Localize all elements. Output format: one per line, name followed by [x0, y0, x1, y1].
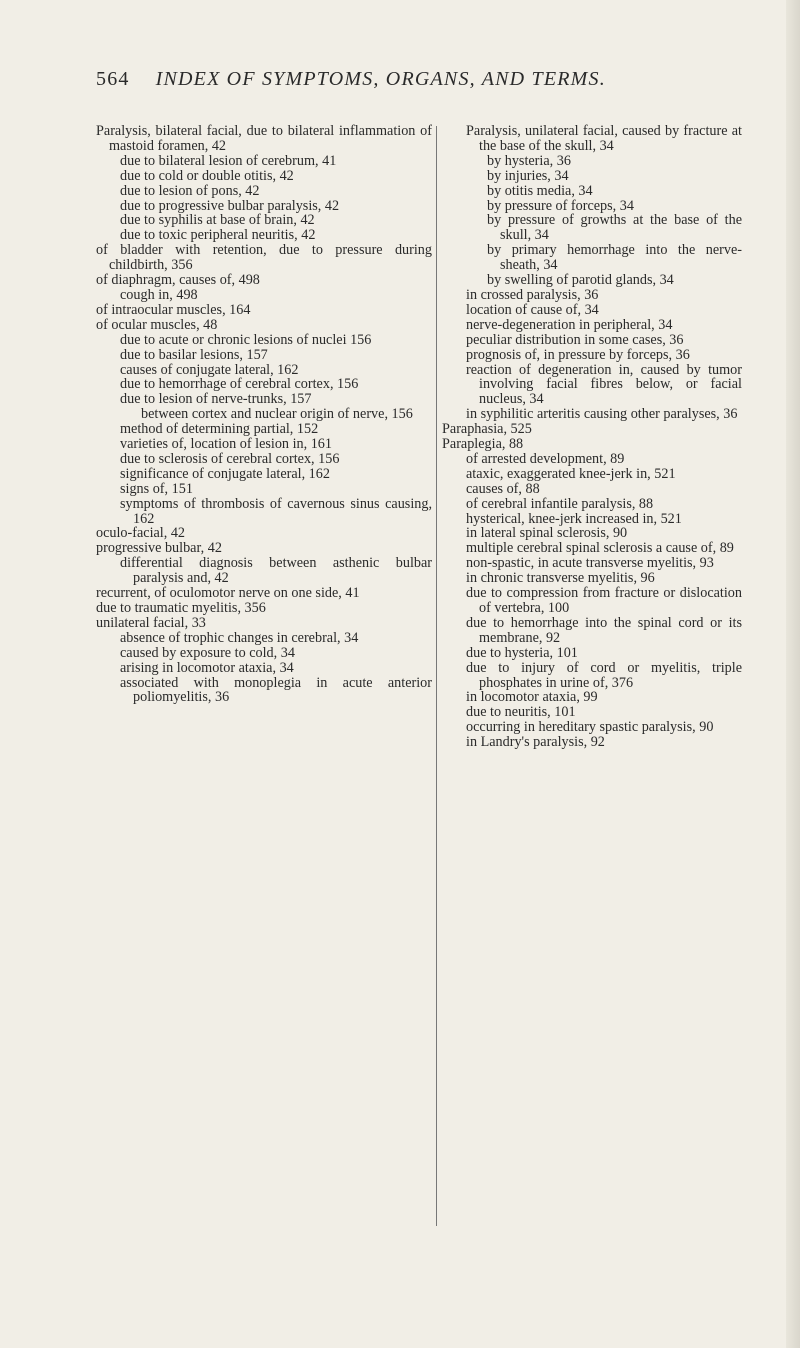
- index-entry: in crossed paralysis, 36: [466, 286, 599, 303]
- index-entry: by swelling of parotid glands, 34: [487, 272, 674, 289]
- index-entry: due to hemorrhage into the spinal cord or its membrane, 92: [466, 614, 742, 646]
- index-entry: absence of trophic changes in cerebral, 34: [120, 629, 359, 646]
- index-entry: prognosis of, in pressure by forceps, 36: [466, 346, 690, 363]
- page-edge: [786, 0, 800, 1348]
- index-entry: significance of conjugate lateral, 162: [120, 465, 330, 482]
- column-divider: [436, 126, 437, 1226]
- index-entry: Paraphasia, 525: [442, 421, 532, 438]
- index-entry: due to traumatic myelitis, 356: [96, 600, 266, 616]
- index-entry: multiple cerebral spinal sclerosis a cause of, 89: [466, 540, 734, 557]
- index-entry: non-spastic, in acute transverse myelitis, 93: [466, 555, 714, 572]
- index-entry: associated with monoplegia in acute anterior poliomyelitis, 36: [120, 674, 432, 706]
- index-entry: by injuries, 34: [487, 167, 569, 184]
- index-entry: due to cold or double otitis, 42: [120, 167, 294, 184]
- index-entry: due to progressive bulbar paralysis, 42: [120, 197, 340, 214]
- index-entry: in syphilitic arteritis causing other paralyses, 36: [466, 406, 738, 423]
- index-entry: by pressure of forceps, 34: [487, 197, 634, 214]
- index-entry: ataxic, exaggerated knee-jerk in, 521: [466, 465, 676, 482]
- index-entry: peculiar distribution in some cases, 36: [466, 331, 684, 348]
- index-entry: due to compression from fracture or dislocation of vertebra, 100: [466, 585, 742, 616]
- running-header: [96, 68, 716, 91]
- index-entry: in lateral spinal sclerosis, 90: [466, 525, 628, 542]
- index-entry: by primary hemorrhage into the nerve-sheath, 34: [487, 242, 742, 274]
- page-title: INDEX OF SYMPTOMS, ORGANS, AND TERMS.: [155, 68, 606, 90]
- index-entry: progressive bulbar, 42: [96, 540, 222, 557]
- index-entry: location of cause of, 34: [466, 301, 599, 318]
- index-entry: in chronic transverse myelitis, 96: [466, 570, 655, 587]
- index-entry: by pressure of growths at the base of the skull, 34: [487, 212, 742, 244]
- index-entry: due to sclerosis of cerebral cortex, 156: [120, 450, 340, 467]
- index-entry: of bladder with retention, due to pressure during childbirth, 356: [96, 242, 432, 274]
- index-entry: differential diagnosis between asthenic bulbar paralysis and, 42: [120, 555, 432, 587]
- index-entry: recurrent, of oculomotor nerve on one side, 41: [96, 585, 360, 602]
- index-entry: of cerebral infantile paralysis, 88: [466, 495, 654, 512]
- index-entry: oculo-facial, 42: [96, 525, 186, 542]
- index-entry: due to lesion of pons, 42: [120, 182, 260, 199]
- index-entry: causes of conjugate lateral, 162: [120, 361, 299, 378]
- index-entry: due to bilateral lesion of cerebrum, 41: [120, 152, 337, 169]
- index-entry: hysterical, knee-jerk increased in, 521: [466, 510, 682, 527]
- index-entry: method of determining partial, 152: [120, 421, 319, 438]
- index-entry: due to neuritis, 101: [466, 704, 576, 721]
- index-entry: due to hemorrhage of cerebral cortex, 156: [120, 376, 359, 393]
- index-entry: due to injury of cord or myelitis, triple phosphates in urine of, 376: [466, 659, 742, 691]
- index-entry: varieties of, location of lesion in, 161: [120, 436, 332, 453]
- index-entry: occurring in hereditary spastic paralysis, 90: [466, 719, 714, 736]
- index-entry: of arrested development, 89: [466, 450, 625, 467]
- index-entry: by hysteria, 36: [487, 152, 571, 169]
- index-entry: Paralysis, bilateral facial, due to bilateral inflammation of mastoid foramen, 42: [96, 123, 432, 154]
- page-number: 564: [96, 68, 130, 90]
- index-entry: reaction of degeneration in, caused by tumor involving facial fibres below, or facial nucleus, 34: [466, 361, 742, 408]
- index-entry: in locomotor ataxia, 99: [466, 689, 598, 706]
- index-entry: causes of, 88: [466, 480, 540, 497]
- index-entry: of intraocular muscles, 164: [96, 301, 251, 318]
- index-entry: due to syphilis at base of brain, 42: [120, 212, 315, 229]
- index-entry: nerve-degeneration in peripheral, 34: [466, 316, 673, 333]
- index-entry: in Landry's paralysis, 92: [466, 734, 605, 751]
- index-entry: symptoms of thrombosis of cavernous sinus causing, 162: [120, 495, 432, 527]
- index-entry: cough in, 498: [120, 286, 198, 303]
- index-entry: caused by exposure to cold, 34: [120, 644, 295, 661]
- index-entry: due to lesion of nerve-trunks, 157: [120, 391, 312, 408]
- index-entry: due to hysteria, 101: [466, 644, 578, 661]
- index-entry: between cortex and nuclear origin of nerve, 156: [141, 406, 413, 423]
- index-entry: arising in locomotor ataxia, 34: [120, 659, 294, 676]
- index-entry: of diaphragm, causes of, 498: [96, 272, 260, 289]
- index-entry: Paraplegia, 88: [442, 436, 524, 453]
- index-entry: by otitis media, 34: [487, 182, 593, 199]
- right-column: [442, 124, 742, 750]
- index-entry: signs of, 151: [120, 480, 193, 497]
- left-column: [96, 124, 432, 705]
- index-entry: Paralysis, unilateral facial, caused by fracture at the base of the skull, 34: [466, 123, 742, 154]
- index-entry: due to toxic peripheral neuritis, 42: [120, 227, 316, 244]
- index-entry: unilateral facial, 33: [96, 614, 206, 631]
- index-entry: of ocular muscles, 48: [96, 316, 218, 333]
- index-entry: due to acute or chronic lesions of nuclei 156: [120, 331, 372, 348]
- index-entry: due to basilar lesions, 157: [120, 346, 268, 363]
